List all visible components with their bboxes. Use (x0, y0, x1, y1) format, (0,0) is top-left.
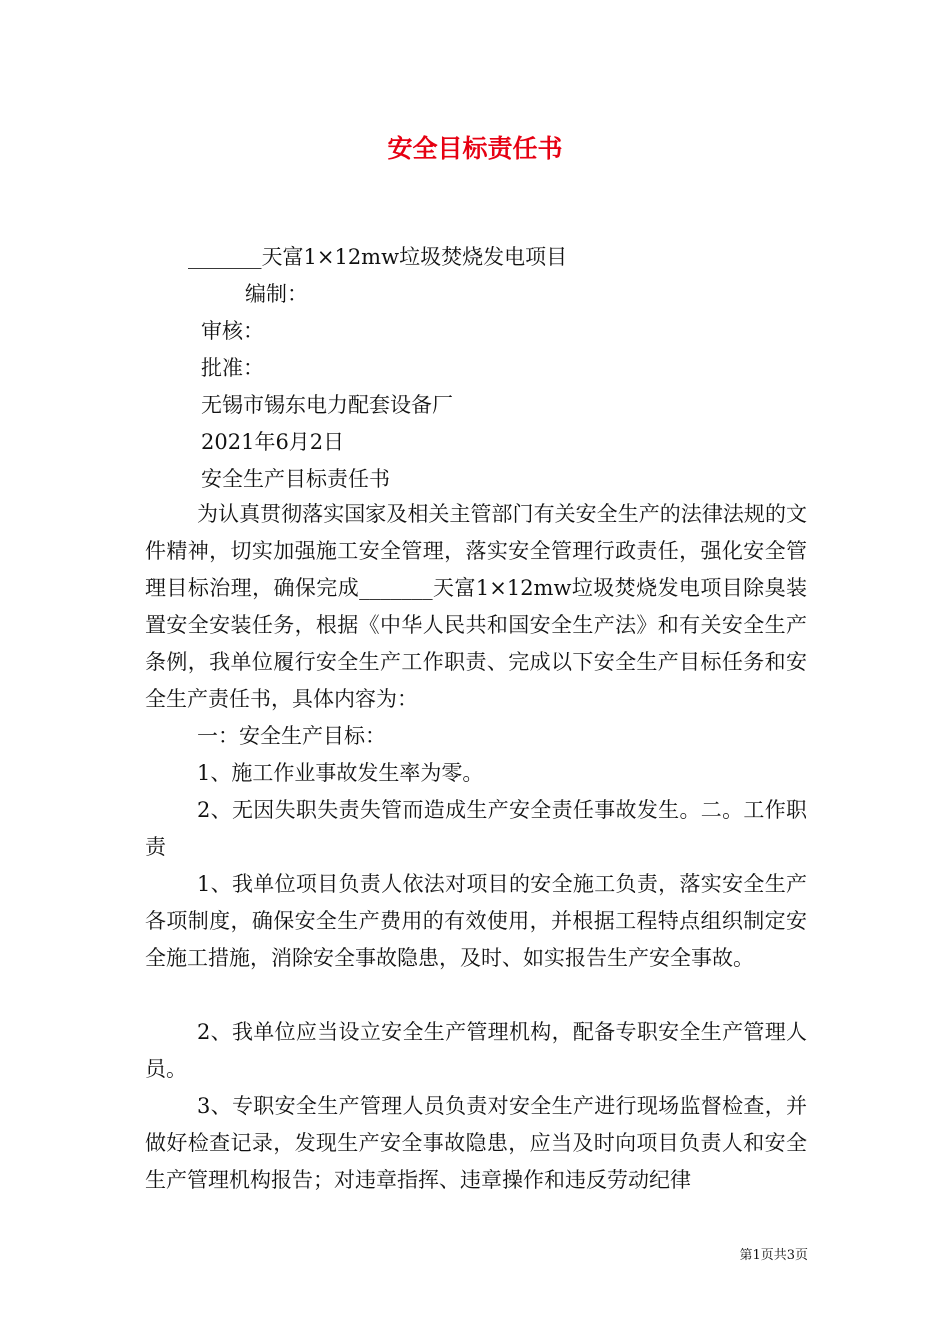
document-subtitle: 安全生产目标责任书 (201, 467, 390, 491)
duty-item: 1、我单位项目负责人依法对项目的安全施工负责，落实安全生产各项制度，确保安全生产费用的有效使用，并根据工程特点组织制定安全施工措施，消除安全事故隐患，及时、如实报告生产安全事故。 (145, 872, 807, 970)
reviewed-by-label: 审核： (201, 319, 264, 343)
duty-item: 2、我单位应当设立安全生产管理机构，配备专职安全生产管理人员。 (145, 1020, 807, 1081)
company-name: 无锡市锡东电力配套设备厂 (201, 393, 453, 417)
prepared-by-label: 编制： (245, 282, 308, 306)
document-title: 安全目标责任书 (387, 134, 563, 163)
project-line: _______天富1×12mw垃圾焚烧发电项目 (188, 245, 568, 269)
body-paragraph: 为认真贯彻落实国家及相关主管部门有关安全生产的法律法规的文件精神，切实加强施工安全管理，落实安全管理行政责任，强化安全管理目标治理，确保完成_______天富1×12mw垃圾焚烧发电项目除臭装置安全安装任务，根据《中华人民共和国安全生产法》和有关安全生产条例，我单位履行安全生产工作职责、完成以下安全生产目标任务和安全生产责任书，具体内容为： (145, 502, 807, 711)
goal-item: 2、无因失职失责失管而造成生产安全责任事故发生。二。工作职责 (145, 798, 807, 859)
page-indicator: 第1页共3页 (739, 1248, 808, 1263)
approved-by-label: 批准： (201, 356, 264, 380)
document-date: 2021年6月2日 (201, 430, 345, 454)
goal-item: 1、施工作业事故发生率为零。 (197, 761, 484, 785)
duty-item: 3、专职安全生产管理人员负责对安全生产进行现场监督检查，并做好检查记录，发现生产安全事故隐患，应当及时向项目负责人和安全生产管理机构报告；对违章指挥、违章操作和违反劳动纪律 (145, 1094, 807, 1192)
section-heading-goals: 一：安全生产目标： (197, 724, 386, 748)
